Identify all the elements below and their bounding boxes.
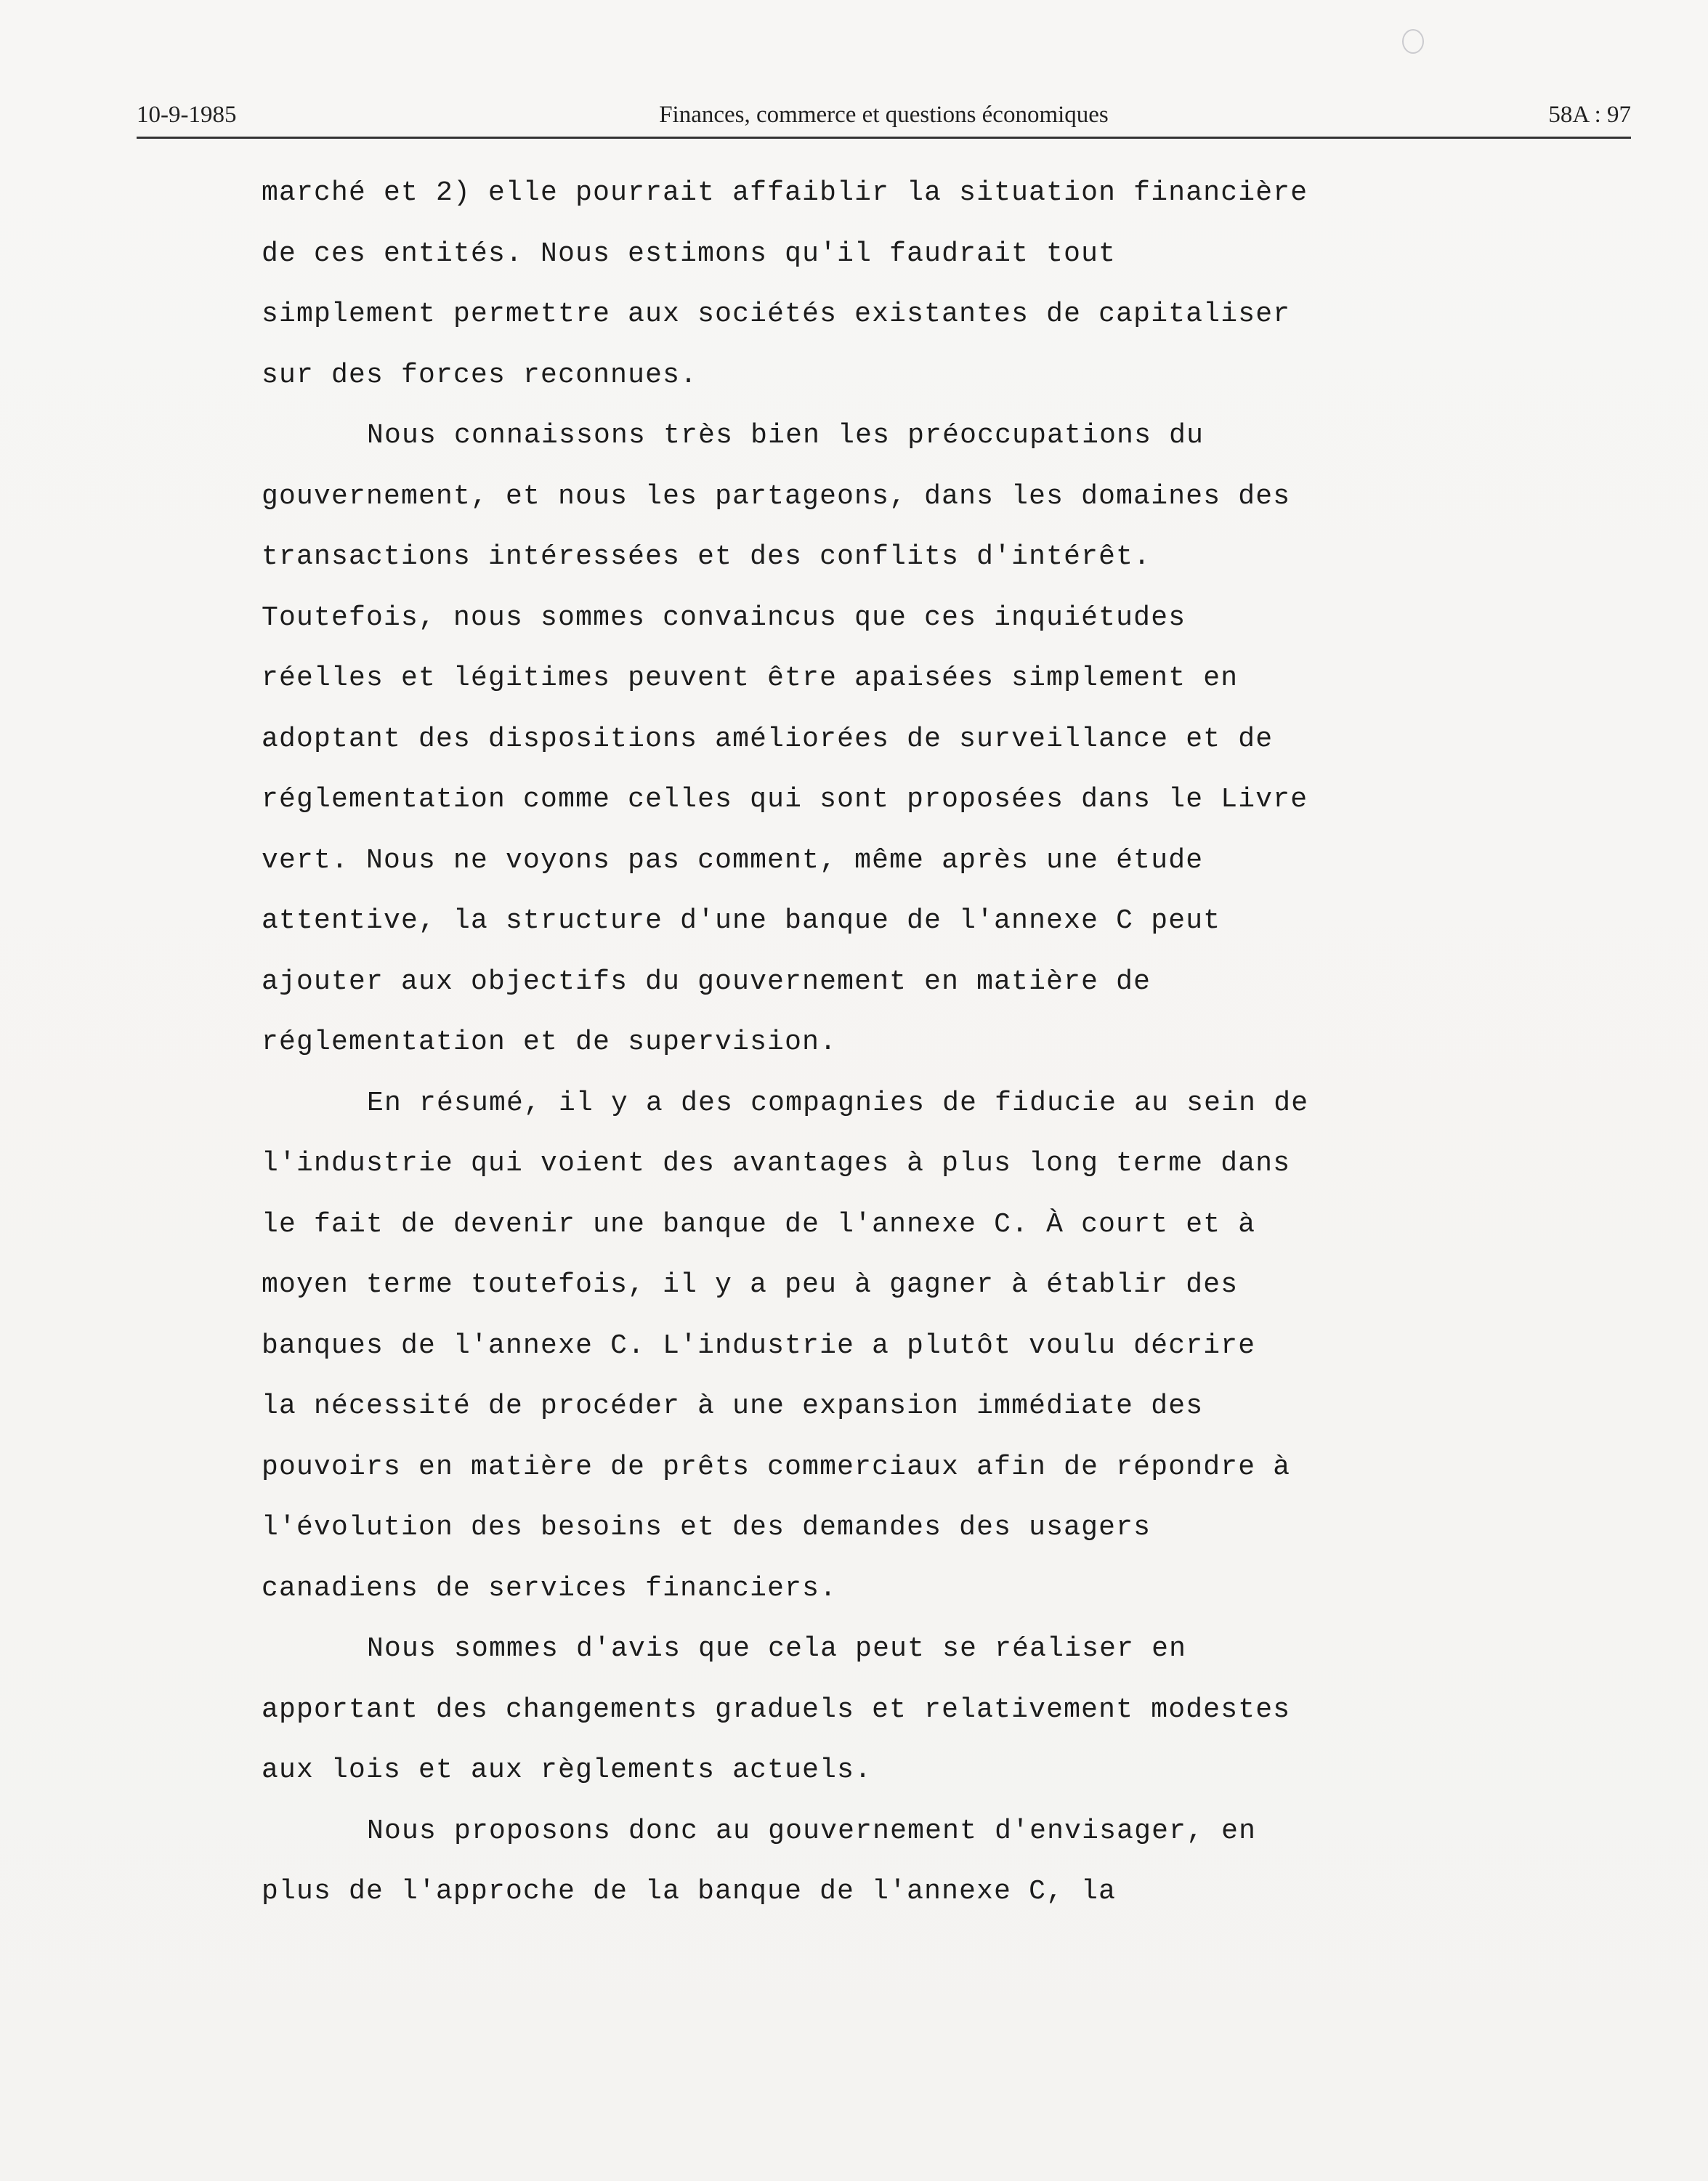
text-line: canadiens de services financiers.: [262, 1572, 838, 1604]
text-line: Nous connaissons très bien les préoccupations du: [367, 420, 1205, 451]
header-rule: [137, 137, 1631, 139]
text-line: le fait de devenir une banque de l'annexe C. À court et à: [262, 1208, 1256, 1240]
text-line: moyen terme toutefois, il y a peu à gagner à établir des: [262, 1269, 1239, 1300]
page-header: [137, 102, 1631, 131]
text-line: apportant des changements graduels et relativement modestes: [262, 1694, 1291, 1725]
text-line: transactions intéressées et des conflits d'intérêt.: [262, 541, 1152, 572]
text-line: Toutefois, nous sommes convaincus que ces inquiétudes: [262, 602, 1186, 634]
text-line: gouvernement, et nous les partageons, dans les domaines des: [262, 480, 1291, 512]
text-line: de ces entités. Nous estimons qu'il faudrait tout: [262, 238, 1117, 270]
pencil-mark-icon: [1402, 29, 1424, 54]
text-line: aux lois et aux règlements actuels.: [262, 1755, 873, 1786]
text-line: la nécessité de procéder à une expansion immédiate des: [262, 1391, 1204, 1422]
header-date: 10-9-1985: [137, 102, 237, 128]
text-line: attentive, la structure d'une banque de l'annexe C peut: [262, 905, 1221, 936]
text-line: réelles et légitimes peuvent être apaisées simplement en: [262, 663, 1239, 694]
text-line: En résumé, il y a des compagnies de fiducie au sein de: [367, 1087, 1309, 1119]
text-line: vert. Nous ne voyons pas comment, même après une étude: [262, 844, 1204, 876]
header-title: Finances, commerce et questions économiques: [659, 102, 1109, 128]
text-line: pouvoirs en matière de prêts commerciaux afin de répondre à: [262, 1451, 1291, 1483]
text-line: l'évolution des besoins et des demandes des usagers: [262, 1512, 1152, 1543]
text-line: Nous proposons donc au gouvernement d'envisager, en: [367, 1815, 1257, 1847]
text-line: sur des forces reconnues.: [262, 359, 698, 391]
text-line: réglementation et de supervision.: [262, 1027, 838, 1058]
header-page-ref: 58A : 97: [1548, 102, 1631, 128]
text-line: l'industrie qui voient des avantages à plus long terme dans: [262, 1148, 1291, 1179]
text-line: simplement permettre aux sociétés existantes de capitaliser: [262, 299, 1291, 330]
body-text: [262, 171, 1518, 1931]
text-line: marché et 2) elle pourrait affaiblir la situation financière: [262, 177, 1308, 209]
text-line: Nous sommes d'avis que cela peut se réaliser en: [367, 1633, 1187, 1664]
text-line: adoptant des dispositions améliorées de surveillance et de: [262, 723, 1274, 755]
text-line: plus de l'approche de la banque de l'annexe C, la: [262, 1876, 1117, 1907]
text-line: ajouter aux objectifs du gouvernement en matière de: [262, 966, 1152, 998]
text-line: banques de l'annexe C. L'industrie a plutôt voulu décrire: [262, 1330, 1256, 1361]
text-line: réglementation comme celles qui sont proposées dans le Livre: [262, 784, 1308, 815]
